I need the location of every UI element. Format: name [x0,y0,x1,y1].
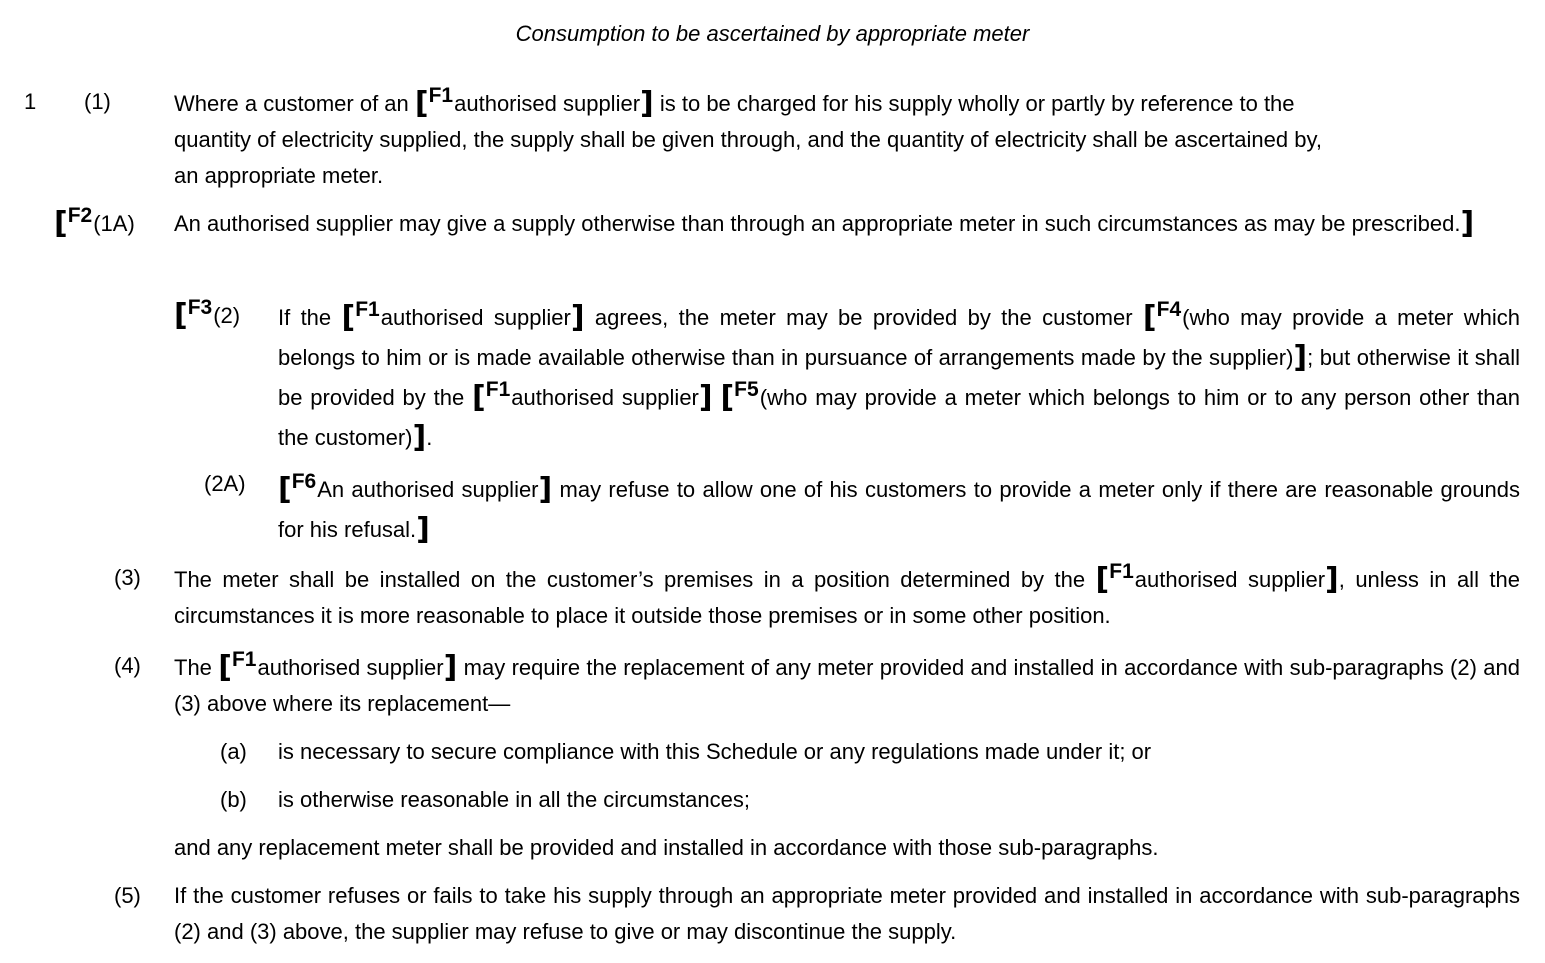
amendment-close-bracket: ] [1325,562,1339,597]
subparagraph-5-text: If the customer refuses or fails to take his supply through an appropriate meter provided and installed in accordance with sub-paragraphs (2) and (3) above, the supplier may refuse to give or may discontinue the supply. [174,883,1520,944]
subparagraph-label-1a [54,206,135,242]
amended-text: authorised supplier [257,655,444,680]
subparagraph-3-text [174,562,1520,634]
footnote-ref[interactable]: F5 [734,378,759,401]
footnote-ref[interactable]: F2 [67,204,93,227]
subparagraph-label-2a: (2A) [204,471,246,496]
amendment-close-bracket: ] [416,512,430,547]
amended-text: (who may provide a meter which belongs to him or is made available otherwise than in pursuance of arrangements made by the supplier) [278,305,1520,370]
amendment-close-bracket: ] [640,86,654,121]
section-heading: Consumption to be ascertained by appropriate meter [515,21,1030,46]
amendment-close-bracket: ] [1460,206,1475,241]
subparagraph-4-closing: and any replacement meter shall be provided and installed in accordance with those sub-paragraphs. [174,835,1159,860]
item-b-text: is otherwise reasonable in all the circumstances; [278,787,751,812]
text-segment: is to be charged for his supply wholly or partly by reference to the quantity of electricity supplied, the supply shall be given through, and the quantity of electricity shall be ascertained by, an appropriate meter. [174,91,1322,188]
label-text: (2) [213,303,241,328]
subparagraph-2a-text [278,470,1520,550]
subparagraph-label-3: (3) [114,565,141,590]
subparagraph-1a-text [174,206,1520,242]
paragraph-number: 1 [24,89,37,114]
subparagraph-label-4: (4) [114,653,141,678]
amendment-close-bracket: ] [1293,340,1308,375]
subparagraph-label-5: (5) [114,883,141,908]
subparagraph-2-text [278,298,1520,458]
amendment-close-bracket: ] [570,300,585,335]
text-segment: agrees, the meter may be provided by the customer [584,305,1143,330]
footnote-ref[interactable]: F1 [355,298,380,321]
amendment-close-bracket: ] [538,472,553,507]
subparagraph-label-1: (1) [84,89,111,114]
label-text: (1A) [93,211,135,236]
footnote-ref[interactable]: F1 [485,378,511,401]
amendment-open-bracket: [ [472,380,486,415]
text-segment: ; but otherwise it shall be provided by the [278,345,1521,410]
amendment-open-bracket: [ [1142,300,1157,335]
subparagraph-4-text [174,650,1520,722]
footnote-ref[interactable]: F4 [1156,298,1182,321]
footnote-ref[interactable]: F1 [1109,560,1134,583]
amendment-open-bracket: [ [54,206,68,241]
text-segment: The meter shall be installed on the customer’s premises in a position determined by the [174,567,1096,592]
item-label-b: (b) [220,787,247,812]
amendment-open-bracket: [ [414,86,429,121]
subparagraph-1-text [174,86,1346,194]
text-segment: An authorised supplier may give a supply otherwise than through an appropriate meter in such circumstances as may be prescribed. [174,211,1461,236]
text-segment: Where a customer of an [174,91,415,116]
amendment-open-bracket: [ [341,300,356,335]
footnote-ref[interactable]: F3 [187,296,213,319]
text-segment: . [426,425,433,450]
item-a-text: is necessary to secure compliance with this Schedule or any regulations made under it; or [278,739,1152,764]
text-segment: may refuse to allow one of his customers to provide a meter only if there are reasonable grounds for his refusal. [278,477,1520,542]
subparagraph-label-2 [174,298,240,334]
text-segment: may require the replacement of any meter provided and installed in accordance with sub-paragraphs (2) and (3) above where its replacement— [174,655,1520,716]
amended-text: authorised supplier [454,91,641,116]
amendment-open-bracket: [ [174,298,188,333]
amendment-close-bracket: ] [698,380,713,415]
text-segment: The [174,655,219,680]
item-label-a: (a) [220,739,247,764]
amended-text: authorised supplier [380,305,571,330]
footnote-ref[interactable]: F6 [291,470,317,493]
amendment-close-bracket: ] [443,650,458,685]
amended-text: authorised supplier [1134,567,1326,592]
amended-text: authorised supplier [511,385,699,410]
text-segment: , unless in all the circumstances it is more reasonable to place it outside those premises or in some other position. [174,567,1520,628]
amendment-open-bracket: [ [720,380,735,415]
amendment-close-bracket: ] [412,420,427,455]
footnote-ref[interactable]: F1 [428,84,454,107]
amendment-open-bracket: [ [1095,562,1110,597]
amendment-open-bracket: [ [278,472,292,507]
amended-text: An authorised supplier [317,477,539,502]
amended-text: (who may provide a meter which belongs to him or to any person other than the customer) [278,385,1520,450]
footnote-ref[interactable]: F1 [231,648,257,671]
amendment-open-bracket: [ [218,650,232,685]
text-segment: If the [278,305,342,330]
